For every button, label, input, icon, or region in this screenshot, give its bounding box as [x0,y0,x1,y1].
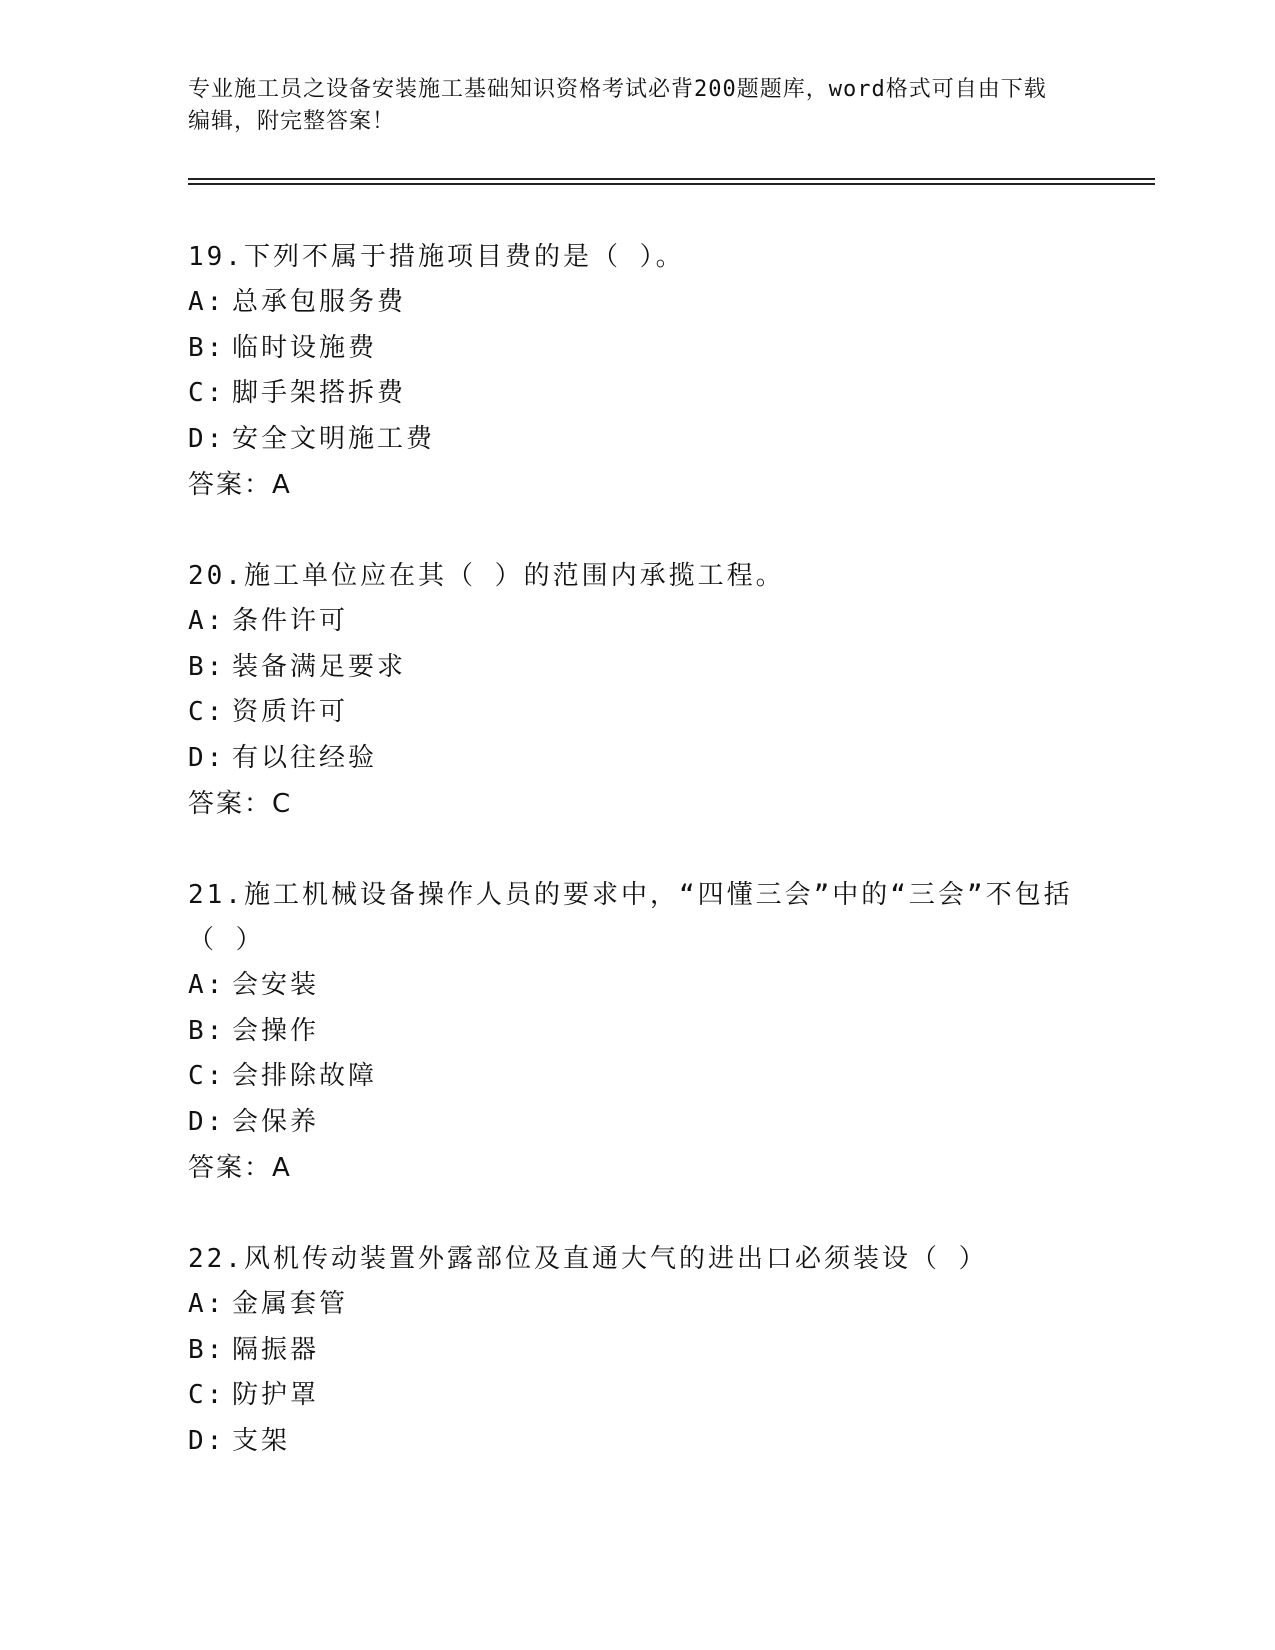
option-d [188,736,1088,782]
option-text: 金属套管 [232,1289,349,1319]
option-text: 会操作 [232,1015,320,1046]
option-a [188,599,1088,645]
option-key: A: [188,287,226,317]
question-22 [188,1237,1088,1464]
answer-line: 答案：A [188,1153,292,1183]
option-text: 总承包服务费 [232,287,407,317]
option-c [188,1054,1088,1100]
option-key: A: [188,970,226,1000]
option-key: B: [188,332,226,363]
option-text: 脚手架搭拆费 [232,378,407,408]
option-a [188,963,1088,1009]
option-c [188,690,1088,736]
option-d [188,1100,1088,1146]
document-header: 专业施工员之设备安装施工基础知识资格考试必背200题题库，word格式可自由下载编辑，附完整答案！ [188,77,1047,134]
option-key: A: [188,606,226,636]
option-text: 会安装 [232,970,320,1000]
question-19 [188,235,1088,508]
option-text: 会排除故障 [232,1061,378,1091]
option-key: C: [188,1061,226,1091]
question-title: 20.施工单位应在其（ ）的范围内承揽工程。 [188,561,785,591]
option-key: D: [188,1425,226,1456]
option-text: 隔振器 [232,1334,320,1365]
option-b [188,1009,1088,1055]
option-d [188,1419,1088,1465]
option-key: D: [188,423,226,454]
option-key: D: [188,742,226,773]
question-title: 22.风机传动装置外露部位及直通大气的进出口必须装设（ ） [188,1244,988,1274]
option-key: D: [188,1106,226,1137]
header-divider-top [188,178,1155,180]
option-text: 会保养 [232,1106,320,1137]
option-d [188,417,1088,463]
question-title: 21.施工机械设备操作人员的要求中，“四懂三会”中的“三会”不包括（ ） [188,880,1073,955]
option-text: 防护罩 [232,1380,320,1410]
option-b [188,1328,1088,1374]
option-a [188,280,1088,326]
answer-line: 答案：C [188,789,293,819]
option-text: 装备满足要求 [232,651,407,682]
question-21 [188,873,1088,1191]
option-key: C: [188,697,226,727]
option-key: B: [188,651,226,682]
option-b [188,645,1088,691]
option-key: C: [188,1380,226,1410]
option-a [188,1282,1088,1328]
question-title: 19.下列不属于措施项目费的是（ ）。 [188,242,685,272]
option-text: 支架 [232,1425,291,1456]
option-text: 临时设施费 [232,332,378,363]
question-20 [188,554,1088,827]
answer-line: 答案：A [188,470,292,500]
header-divider-bottom [188,183,1155,185]
option-key: B: [188,1334,226,1365]
option-key: C: [188,378,226,408]
option-text: 资质许可 [232,697,349,727]
option-c [188,1373,1088,1419]
option-text: 条件许可 [232,606,349,636]
option-key: A: [188,1289,226,1319]
option-b [188,326,1088,372]
option-text: 有以往经验 [232,742,378,773]
option-text: 安全文明施工费 [232,423,436,454]
option-key: B: [188,1015,226,1046]
option-c [188,371,1088,417]
